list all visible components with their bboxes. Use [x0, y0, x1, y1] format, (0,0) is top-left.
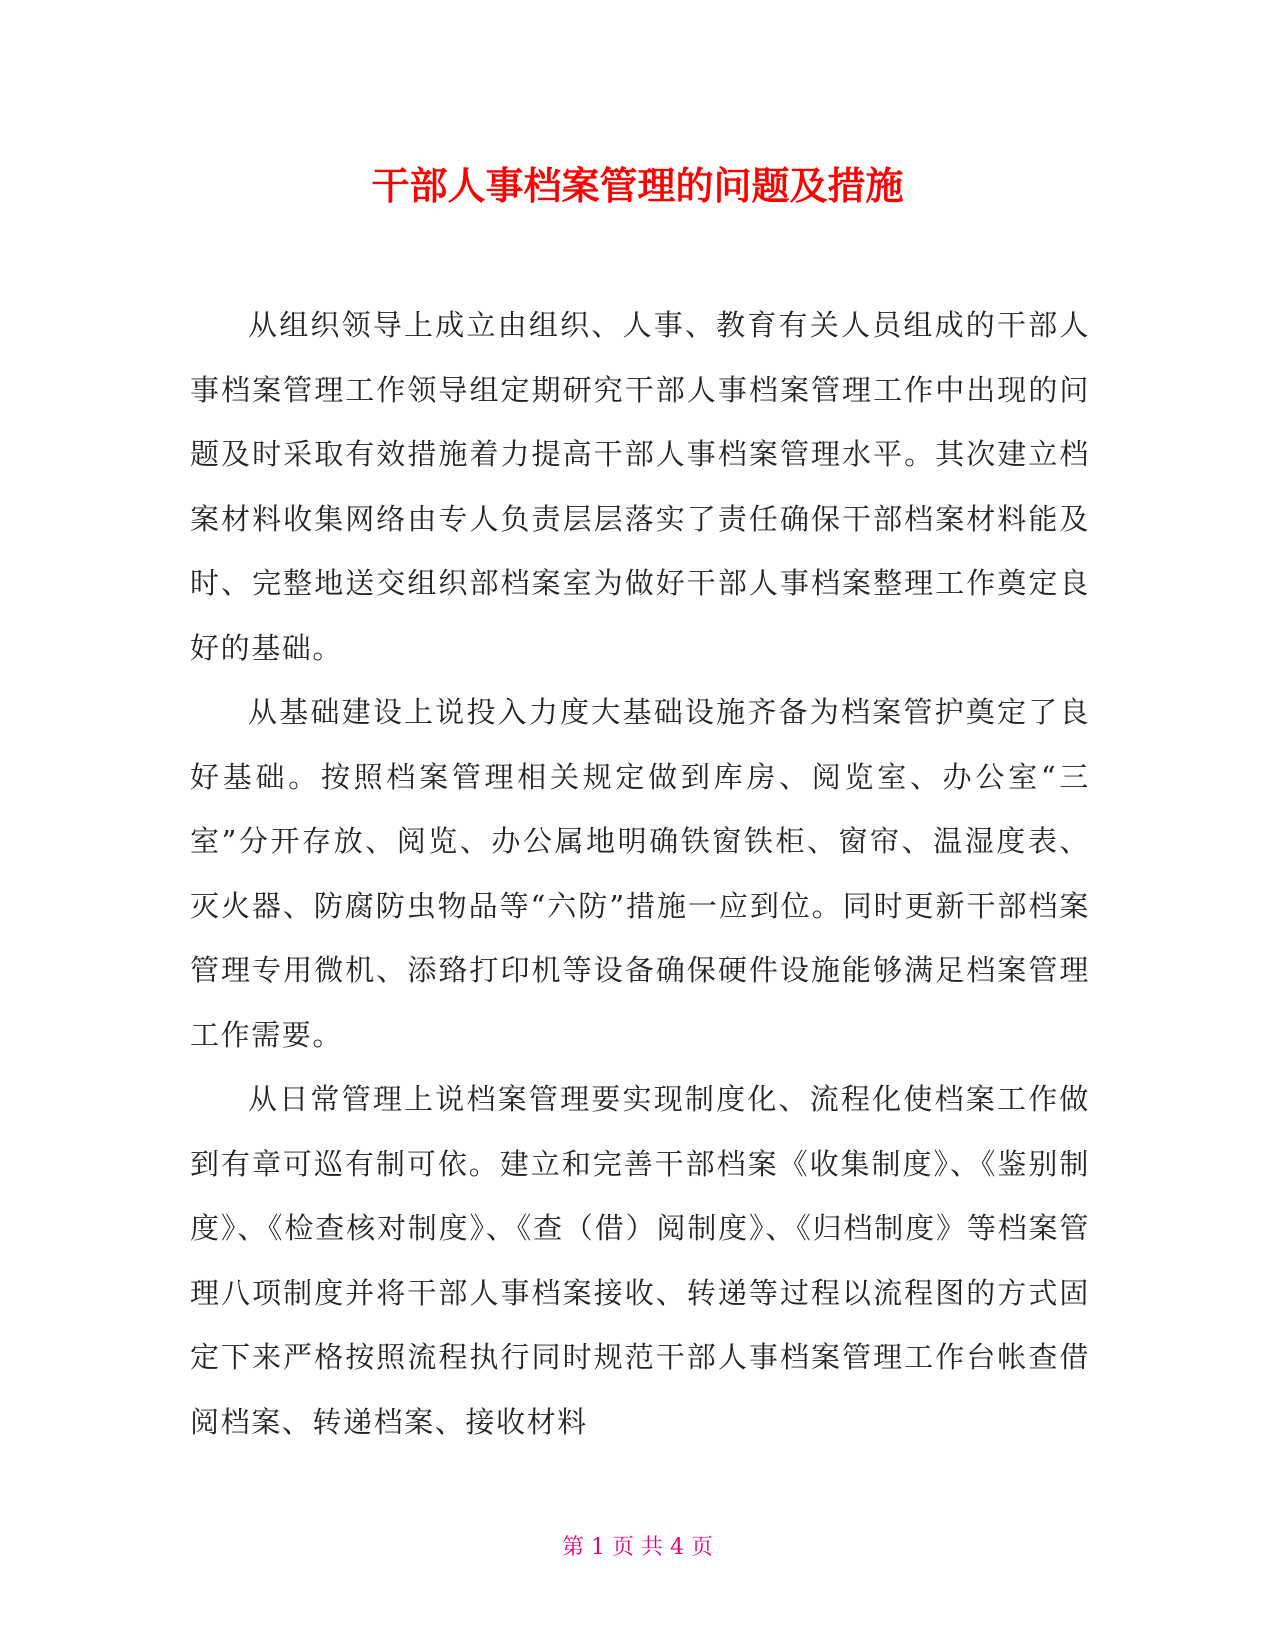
paragraph-daily-management: 从日常管理上说档案管理要实现制度化、流程化使档案工作做到有章可巡有制可依。建立和完善干部档案《收集制度》、《鉴别制度》、《检查核对制度》、《查（借）阅制度》、《归档制度》等档案管理八项制度并将干部人事档案接收、转递等过程以流程图的方式固定下来严格按照流程执行同时规范干部人事档案管理工作台帐查借阅档案、转递档案、接收材料 [190, 1082, 1090, 1439]
paragraph-organization: 从组织领导上成立由组织、人事、教育有关人员组成的干部人事档案管理工作领导组定期研究干部人事档案管理工作中出现的问题及时采取有效措施着力提高干部人事档案管理水平。其次建立档案材料收集网络由专人负责层层落实了责任确保干部档案材料能及时、完整地送交组织部档案室为做好干部人事档案整理工作奠定良好的基础。 [190, 308, 1090, 665]
document-body [190, 293, 1090, 1454]
document-title: 干部人事档案管理的问题及措施 [371, 164, 904, 208]
paragraph-infrastructure: 从基础建设上说投入力度大基础设施齐备为档案管护奠定了良好基础。按照档案管理相关规定做到库房、阅览室、办公室“三室”分开存放、阅览、办公属地明确铁窗铁柜、窗帘、温湿度表、灭火器、防腐防虫物品等“六防”措施一应到位。同时更新干部档案管理专用微机、添臵打印机等设备确保硬件设施能够满足档案管理工作需要。 [190, 695, 1090, 1052]
page-footer: 第 1 页 共 4 页 [562, 1535, 713, 1560]
